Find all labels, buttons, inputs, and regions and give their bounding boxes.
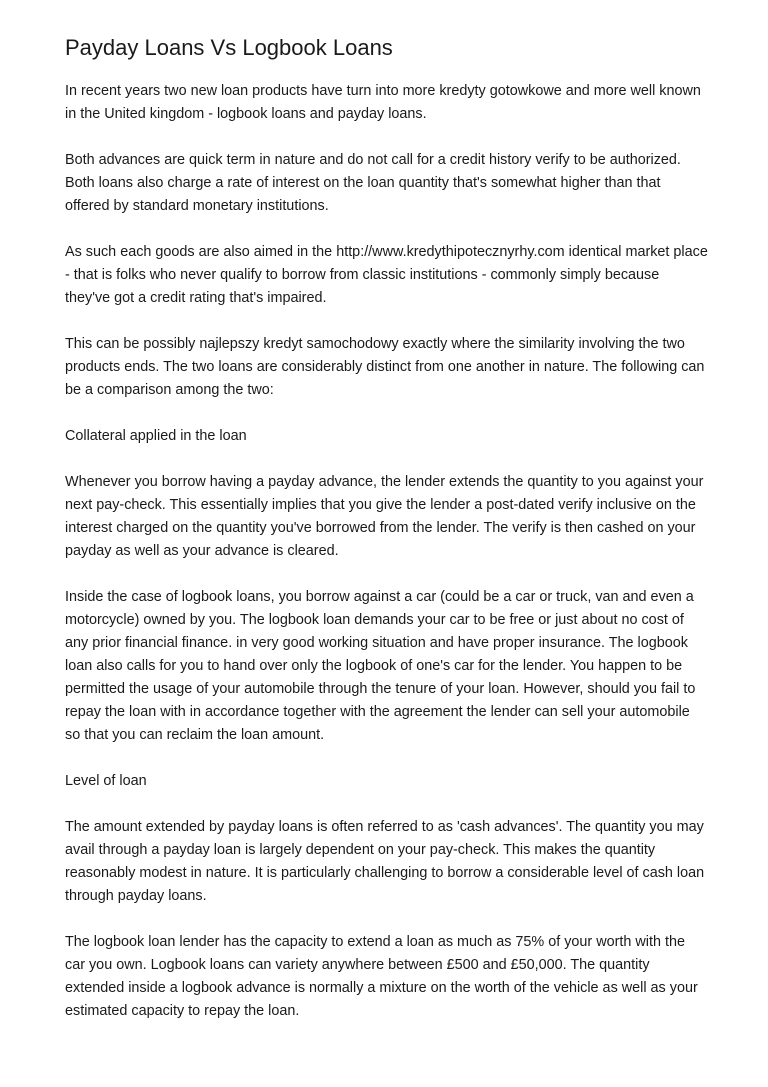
paragraph-comparison: This can be possibly najlepszy kredyt samochodowy exactly where the similarity involving the two products ends. The two loans are considerably distinct from one another in nature. The following can be a comparison among the two: <box>65 336 705 398</box>
paragraph-payday-collateral: Whenever you borrow having a payday advance, the lender extends the quantity to you against your next pay-check. This essentially implies that you give the lender a post-dated verify inclusive on the interest charged on the quantity you've borrowed from the lender. The verify is then cashed on your payday as well as your advance is cleared. <box>65 474 704 559</box>
section-heading-collateral: Collateral applied in the loan <box>65 428 247 444</box>
paragraph-market: As such each goods are also aimed in the http://www.kredythipotecznyrhy.com identical market place - that is folks who never qualify to borrow from classic institutions - commonly simply because they've got a credit rating that's impaired. <box>65 244 708 306</box>
paragraph-short-term: Both advances are quick term in nature and do not call for a credit history verify to be authorized. Both loans also charge a rate of interest on the loan quantity that's somewhat higher than that offered by standard monetary institutions. <box>65 152 681 214</box>
paragraph-logbook-amount: The logbook loan lender has the capacity to extend a loan as much as 75% of your worth with the car you own. Logbook loans can variety anywhere between £500 and £50,000. The quantity extended inside a logbook advance is normally a mixture on the worth of the vehicle as well as your estimated capacity to repay the loan. <box>65 934 698 1019</box>
section-heading-level: Level of loan <box>65 773 147 789</box>
page-title: Payday Loans Vs Logbook Loans <box>65 35 393 60</box>
paragraph-logbook-collateral: Inside the case of logbook loans, you borrow against a car (could be a car or truck, van and even a motorcycle) owned by you. The logbook loan demands your car to be free or just about no cost of any prior financial finance. in very good working situation and have proper insurance. The logbook loan also calls for you to hand over only the logbook of one's car for the lender. You happen to be permitted the usage of your automobile through the tenure of your loan. However, should you fail to repay the loan with in accordance together with the agreement the lender can sell your automobile so that you can reclaim the loan amount. <box>65 589 696 743</box>
paragraph-intro: In recent years two new loan products have turn into more kredyty gotowkowe and more well known in the United kingdom - logbook loans and payday loans. <box>65 83 701 122</box>
paragraph-payday-amount: The amount extended by payday loans is often referred to as 'cash advances'. The quantity you may avail through a payday loan is largely dependent on your pay-check. This makes the quantity reasonably modest in nature. It is particularly challenging to borrow a considerable level of cash loan through payday loans. <box>65 819 705 904</box>
